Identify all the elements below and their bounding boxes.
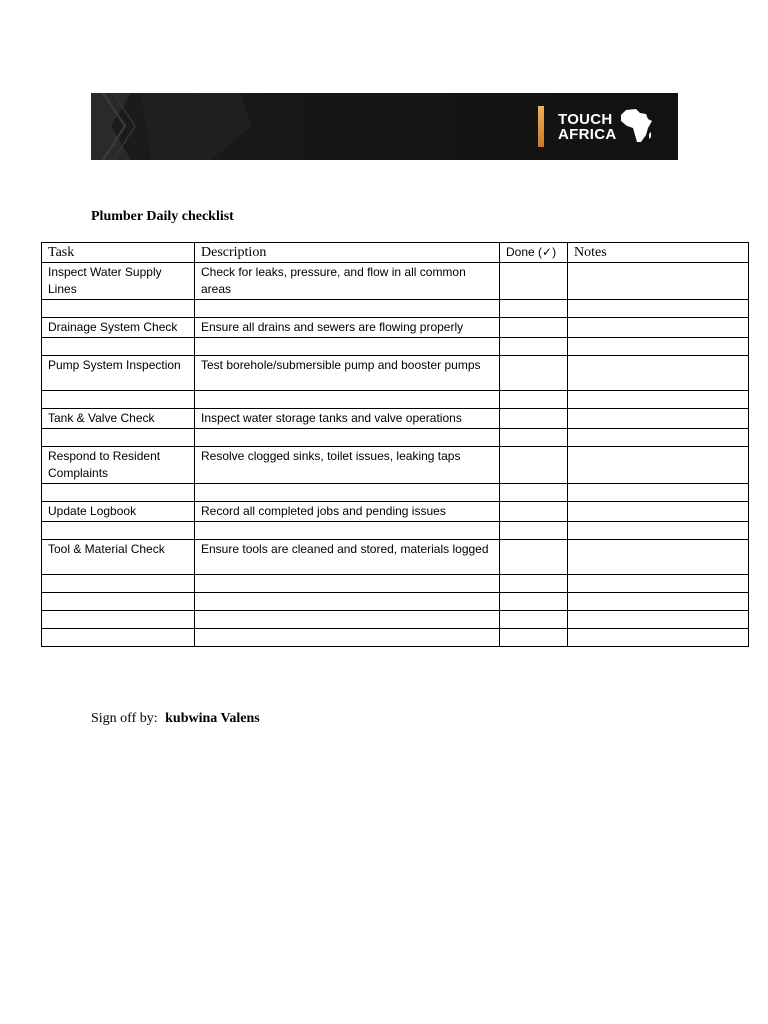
notes-cell xyxy=(568,391,749,409)
notes-cell xyxy=(568,540,749,575)
task-cell xyxy=(42,338,195,356)
description-cell xyxy=(195,522,500,540)
notes-cell xyxy=(568,522,749,540)
table-row xyxy=(42,338,749,356)
notes-cell xyxy=(568,300,749,318)
description-cell: Record all completed jobs and pending issues xyxy=(195,502,500,522)
done-cell xyxy=(500,484,568,502)
done-cell xyxy=(500,540,568,575)
africa-map-icon xyxy=(618,108,654,144)
description-cell xyxy=(195,338,500,356)
description-cell xyxy=(195,300,500,318)
notes-cell xyxy=(568,429,749,447)
done-cell xyxy=(500,318,568,338)
notes-cell xyxy=(568,318,749,338)
document-title: Plumber Daily checklist xyxy=(91,209,234,224)
done-cell xyxy=(500,502,568,522)
task-cell xyxy=(42,300,195,318)
task-cell xyxy=(42,593,195,611)
notes-cell xyxy=(568,611,749,629)
description-cell: Inspect water storage tanks and valve operations xyxy=(195,409,500,429)
task-cell xyxy=(42,629,195,647)
done-cell xyxy=(500,263,568,300)
description-cell xyxy=(195,484,500,502)
done-cell xyxy=(500,409,568,429)
task-cell xyxy=(42,484,195,502)
task-cell: Drainage System Check xyxy=(42,318,195,338)
table-row xyxy=(42,356,749,391)
done-cell xyxy=(500,429,568,447)
table-row xyxy=(42,484,749,502)
header-description: Description xyxy=(195,243,500,263)
table-row xyxy=(42,447,749,484)
task-cell xyxy=(42,522,195,540)
table-row xyxy=(42,522,749,540)
notes-cell xyxy=(568,593,749,611)
table-row xyxy=(42,629,749,647)
done-cell xyxy=(500,300,568,318)
table-row xyxy=(42,575,749,593)
done-cell xyxy=(500,629,568,647)
table-header-row xyxy=(42,243,749,263)
table-row xyxy=(42,263,749,300)
task-cell: Inspect Water Supply Lines xyxy=(42,263,195,300)
checklist-table xyxy=(41,242,749,647)
done-cell xyxy=(500,338,568,356)
table-row xyxy=(42,611,749,629)
description-cell xyxy=(195,575,500,593)
task-cell xyxy=(42,575,195,593)
done-cell xyxy=(500,356,568,391)
done-cell xyxy=(500,447,568,484)
header-notes: Notes xyxy=(568,243,749,263)
task-cell: Pump System Inspection xyxy=(42,356,195,391)
done-cell xyxy=(500,522,568,540)
header-done: Done (✓) xyxy=(500,243,568,263)
table-row xyxy=(42,429,749,447)
logo-line1: TOUCH xyxy=(558,111,613,128)
table-row xyxy=(42,540,749,575)
done-cell xyxy=(500,611,568,629)
done-cell xyxy=(500,593,568,611)
table-row xyxy=(42,409,749,429)
description-cell xyxy=(195,391,500,409)
logo-accent-bar xyxy=(538,106,544,147)
description-cell: Ensure all drains and sewers are flowing properly xyxy=(195,318,500,338)
notes-cell xyxy=(568,502,749,522)
description-cell: Ensure tools are cleaned and stored, materials logged xyxy=(195,540,500,575)
done-cell xyxy=(500,575,568,593)
company-logo-text xyxy=(558,112,616,142)
description-cell xyxy=(195,593,500,611)
description-cell: Test borehole/submersible pump and booster pumps xyxy=(195,356,500,391)
description-cell xyxy=(195,629,500,647)
notes-cell xyxy=(568,447,749,484)
signoff-label: Sign off by: xyxy=(91,711,158,726)
notes-cell xyxy=(568,575,749,593)
header-banner xyxy=(91,93,678,160)
signoff xyxy=(91,711,260,727)
table-row xyxy=(42,502,749,522)
description-cell: Resolve clogged sinks, toilet issues, leaking taps xyxy=(195,447,500,484)
notes-cell xyxy=(568,409,749,429)
table-row xyxy=(42,391,749,409)
table-row xyxy=(42,593,749,611)
table-row xyxy=(42,300,749,318)
task-cell: Respond to Resident Complaints xyxy=(42,447,195,484)
notes-cell xyxy=(568,356,749,391)
logo-line2: AFRICA xyxy=(558,126,617,143)
task-cell: Tool & Material Check xyxy=(42,540,195,575)
task-cell: Update Logbook xyxy=(42,502,195,522)
task-cell xyxy=(42,391,195,409)
task-cell: Tank & Valve Check xyxy=(42,409,195,429)
notes-cell xyxy=(568,629,749,647)
task-cell xyxy=(42,611,195,629)
header-task: Task xyxy=(42,243,195,263)
signoff-name: kubwina Valens xyxy=(165,711,260,726)
notes-cell xyxy=(568,338,749,356)
notes-cell xyxy=(568,263,749,300)
task-cell xyxy=(42,429,195,447)
description-cell: Check for leaks, pressure, and flow in all common areas xyxy=(195,263,500,300)
done-cell xyxy=(500,391,568,409)
table-row xyxy=(42,318,749,338)
description-cell xyxy=(195,429,500,447)
description-cell xyxy=(195,611,500,629)
notes-cell xyxy=(568,484,749,502)
